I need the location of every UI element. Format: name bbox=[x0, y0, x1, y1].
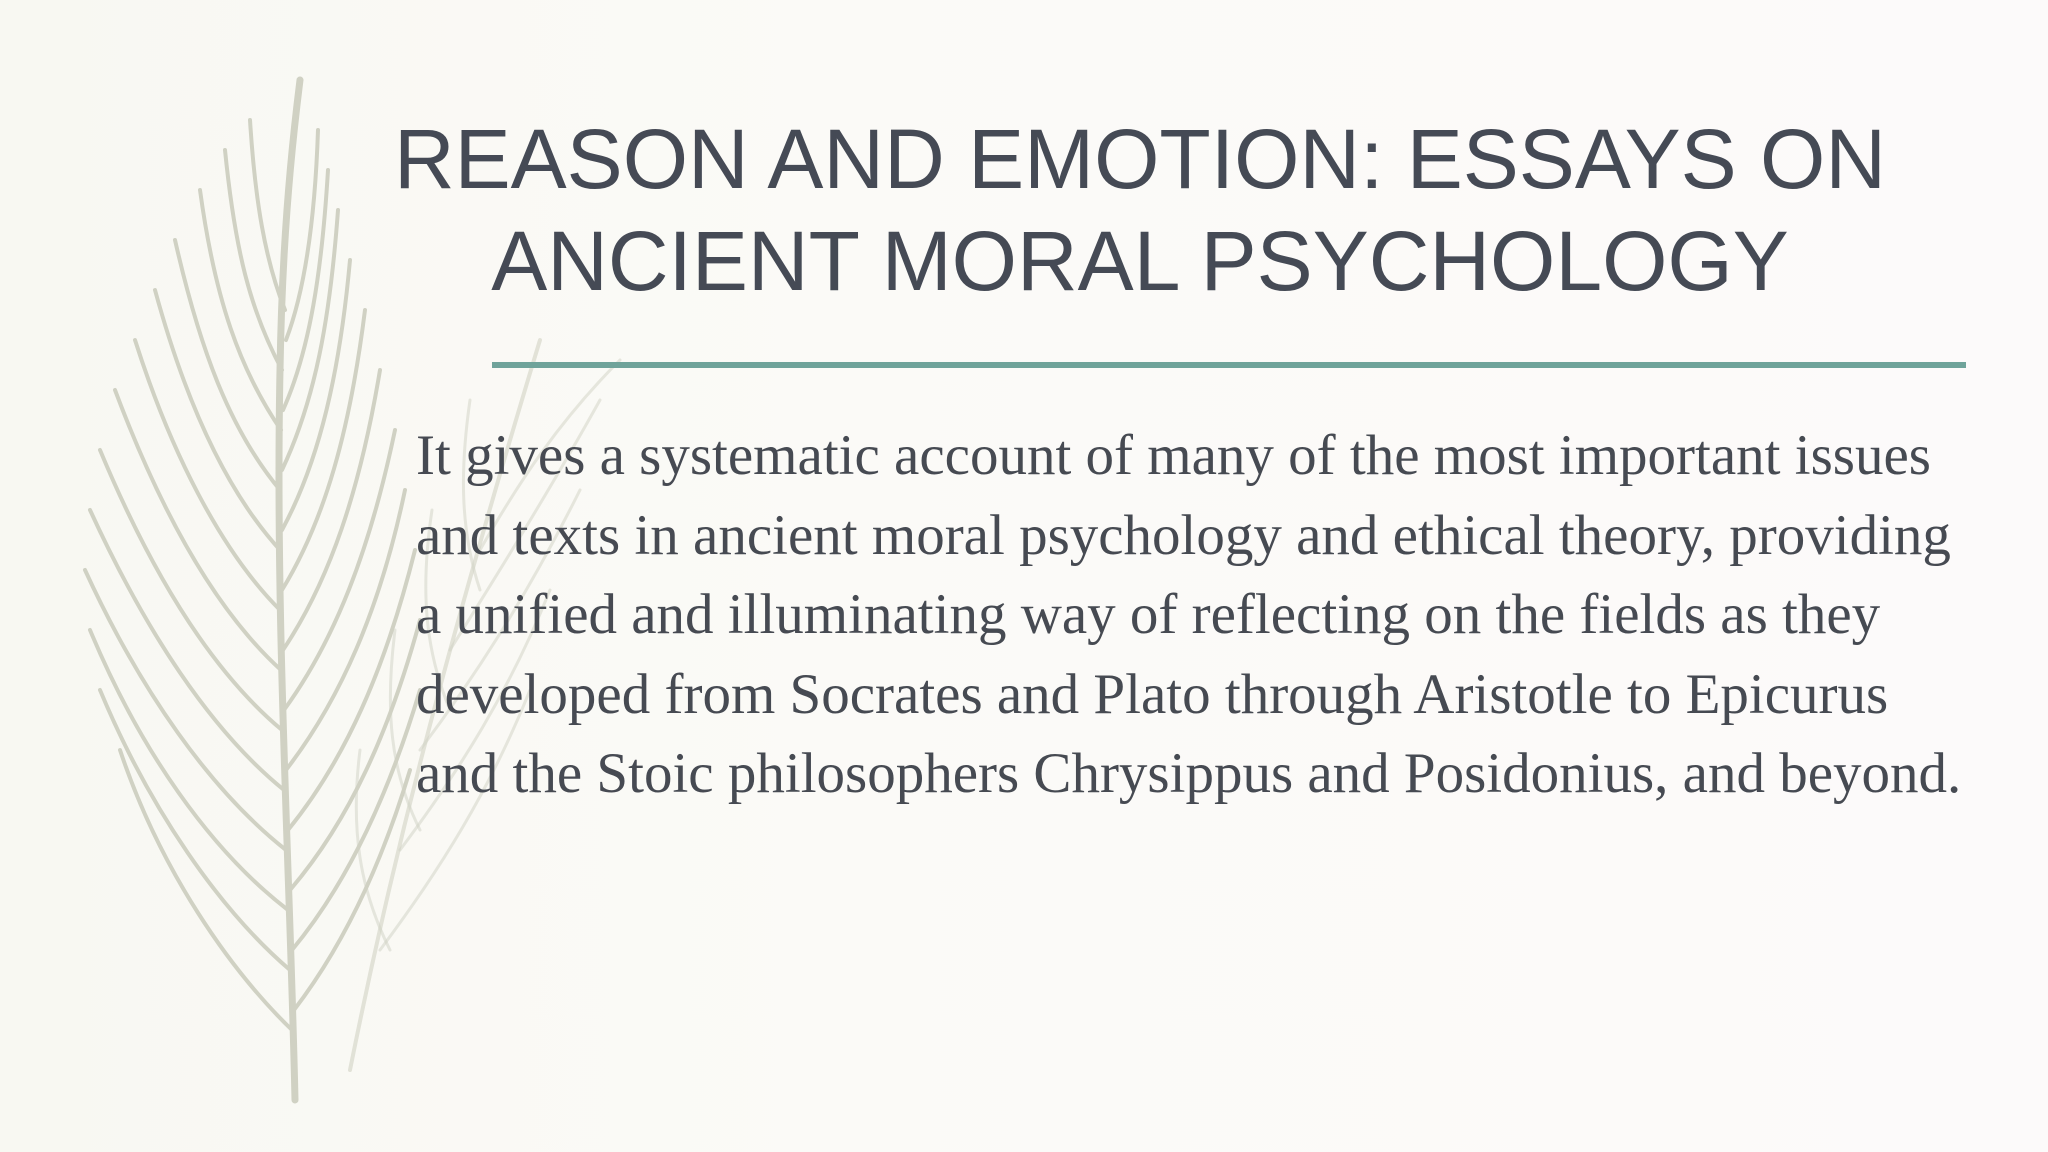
body-paragraph: It gives a systematic account of many of the most important issues and texts in ancient moral psychology and ethical theory, providing a unified and illuminating way of reflecting on the fields as they developed from Socrates and Plato through Aristotle to Epicurus and the Stoic philosophers Chrysippus and Posidonius, and beyond. bbox=[416, 424, 1962, 805]
slide-title: REASON AND EMOTION: ESSAYS ON ANCIENT MORAL PSYCHOLOGY bbox=[393, 112, 1887, 308]
title-divider bbox=[492, 362, 1966, 368]
